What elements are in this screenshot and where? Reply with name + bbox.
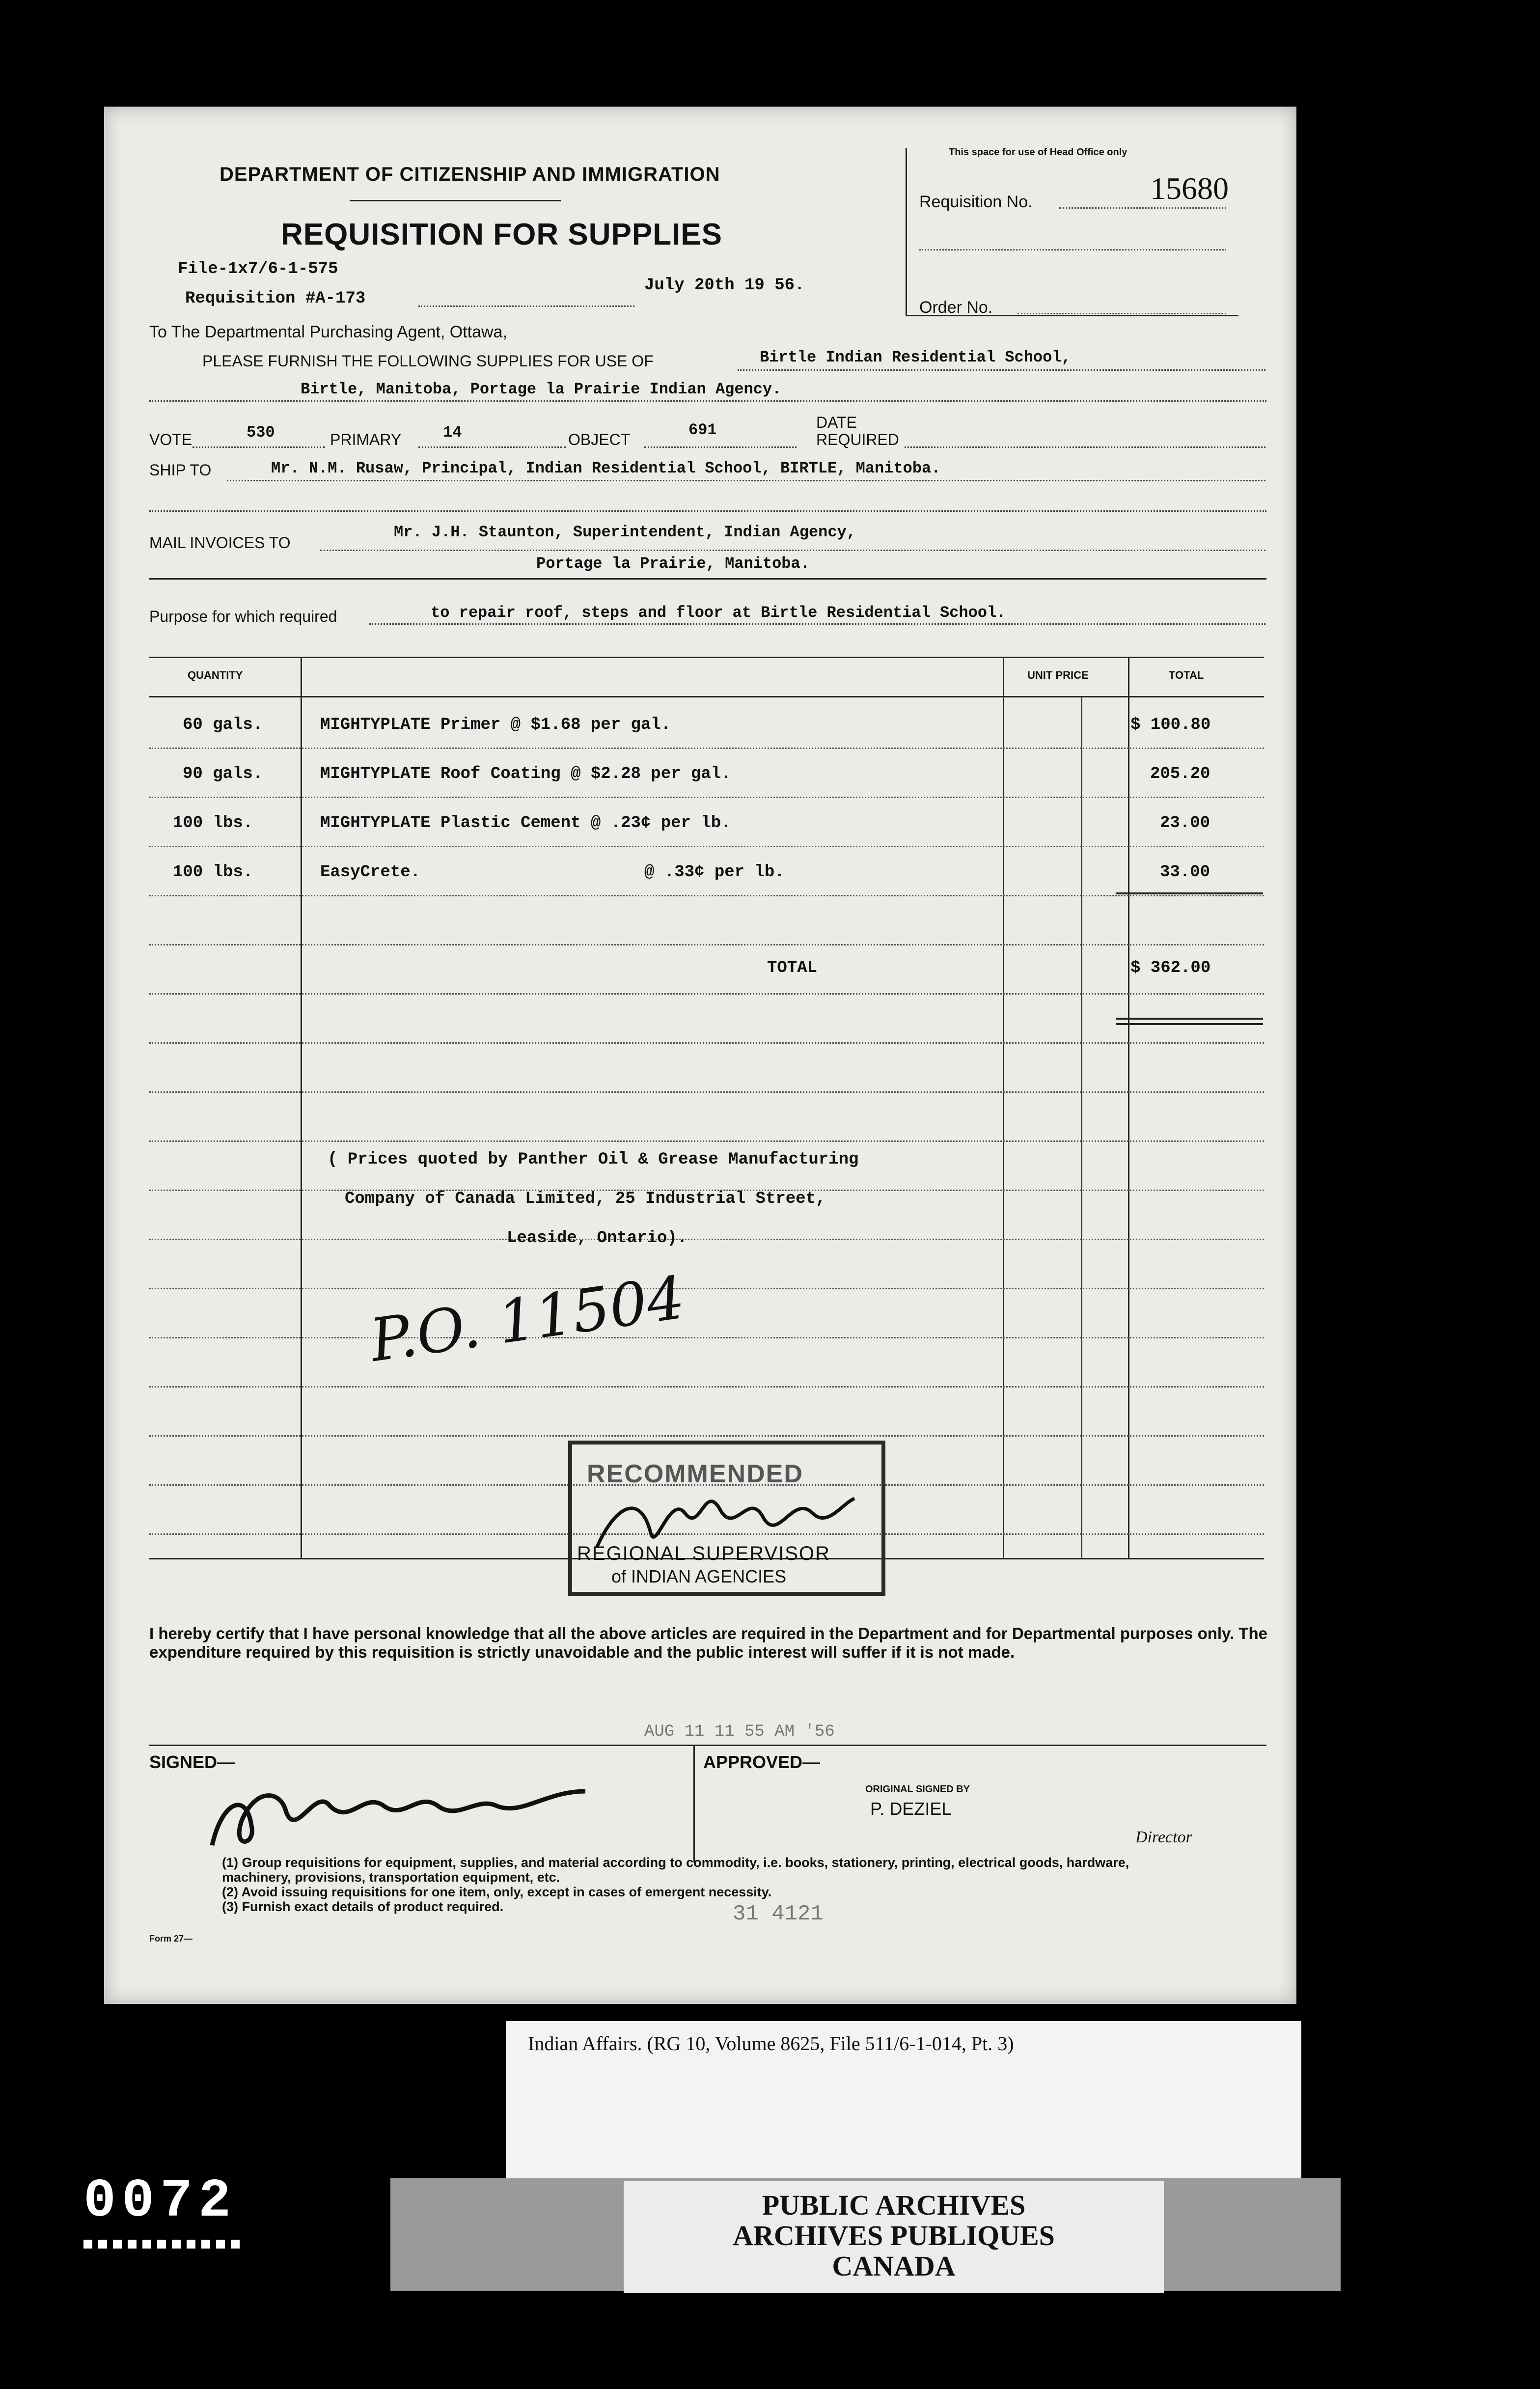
unit-price-divider [1081, 696, 1082, 1558]
footnote-1: (1) Group requisitions for equipment, supplies, and material according to commodity, i.e. books, stationery, printing, electrical goods, hardware, machinery, provisions, transportation equipment, etc. [222, 1855, 1129, 1885]
vote-label: VOTE [149, 431, 192, 448]
stamp-regional-supervisor: REGIONAL SUPERVISOR [577, 1543, 830, 1564]
total-header: TOTAL [1169, 669, 1204, 681]
stamp-signature-scribble [587, 1474, 862, 1562]
quantity-column-rule [301, 657, 302, 1558]
mail-invoices-label: MAIL INVOICES TO [149, 534, 291, 552]
row2-quantity: 90 gals. [183, 765, 263, 783]
row1-quantity: 60 gals. [183, 716, 263, 734]
stamp-indian-agencies: of INDIAN AGENCIES [611, 1566, 787, 1586]
staunton-signature [202, 1772, 605, 1855]
requisition-no-label: Requisition No. [919, 193, 1033, 211]
order-no-label: Order No. [919, 298, 993, 317]
handwritten-po-number: P.O. 11504 [366, 1263, 689, 1376]
archive-reference-text: Indian Affairs. (RG 10, Volume 8625, File 511/6-1-014, Pt. 3) [528, 2032, 1014, 2055]
row3-quantity: 100 lbs. [173, 814, 253, 833]
price-note-line1: ( Prices quoted by Panther Oil & Grease Manufacturing [328, 1150, 859, 1169]
recommended-stamp [568, 1441, 885, 1596]
row3-total: 23.00 [1160, 814, 1210, 833]
approved-label: APPROVED— [703, 1752, 821, 1772]
object-line [644, 446, 797, 448]
table-rowline [149, 1337, 1264, 1338]
mail-invoices-line2: Portage la Prairie, Manitoba. [536, 555, 810, 573]
signature-top-rule [149, 1745, 1266, 1746]
form-number: Form 27— [149, 1934, 193, 1944]
requisition-reference: Requisition #A-173 [185, 289, 366, 308]
department-heading: DEPARTMENT OF CITIZENSHIP AND IMMIGRATION [220, 164, 720, 185]
original-signed-by: ORIGINAL SIGNED BY [865, 1784, 970, 1795]
table-rowline [149, 1091, 1264, 1093]
mail-invoices-line1: Mr. J.H. Staunton, Superintendent, Indian Agency, [394, 523, 856, 541]
row4-total: 33.00 [1160, 863, 1210, 882]
for-use-of-line2: Birtle, Manitoba, Portage la Prairie Indian Agency. [301, 380, 782, 398]
order-no-line [1018, 313, 1226, 314]
purpose-label: Purpose for which required [149, 608, 337, 625]
table-rowline [149, 944, 1264, 945]
for-use-line1 [738, 369, 1265, 371]
row4-quantity: 100 lbs. [173, 863, 253, 882]
requisition-number: 15680 [1150, 171, 1229, 206]
footnote-3: (3) Furnish exact details of product required. [222, 1899, 504, 1914]
file-reference: File-1x7/6-1-575 [178, 260, 338, 278]
vote-value: 530 [247, 423, 275, 442]
total-double-rule-1 [1116, 1018, 1263, 1020]
form-title: REQUISITION FOR SUPPLIES [281, 218, 722, 251]
row2-description: MIGHTYPLATE Roof Coating @ $2.28 per gal. [320, 765, 731, 783]
subtotal-rule [1116, 892, 1263, 894]
faint-stamp-number: 31 4121 [733, 1902, 824, 1926]
ship-to-line2 [149, 510, 1266, 512]
required-line [905, 446, 1265, 448]
requisition-form [104, 107, 1296, 2004]
requisition-no-line [1059, 207, 1226, 209]
total-column-rule [1128, 657, 1129, 1558]
table-top-rule [149, 657, 1264, 658]
unit-price-header: UNIT PRICE [1027, 669, 1089, 681]
table-rowline [149, 1288, 1264, 1289]
total-double-rule-2 [1116, 1023, 1263, 1025]
received-date-stamp: AUG 11 11 55 AM '56 [644, 1722, 835, 1741]
primary-line [418, 446, 566, 448]
furnish-label: PLEASE FURNISH THE FOLLOWING SUPPLIES FOR USE OF [202, 352, 654, 370]
vote-line [192, 446, 325, 448]
quantity-header: QUANTITY [188, 669, 243, 681]
table-rowline [149, 1239, 1264, 1240]
table-rowline [149, 993, 1264, 995]
row3-description: MIGHTYPLATE Plastic Cement @ .23¢ per lb. [320, 814, 731, 833]
director-title: Director [1135, 1828, 1192, 1846]
head-office-note: This space for use of Head Office only [949, 147, 1128, 158]
microfilm-ticks [83, 2240, 246, 2249]
price-note-line2: Company of Canada Limited, 25 Industrial Street, [345, 1190, 826, 1208]
row1-total: $ 100.80 [1130, 716, 1211, 734]
purpose-line [369, 623, 1265, 625]
mail-invoices-rule [149, 578, 1266, 580]
row2-total: 205.20 [1150, 765, 1210, 783]
archives-label [624, 2181, 1164, 2293]
table-rowline [149, 846, 1264, 847]
object-label: OBJECT [568, 431, 631, 448]
row1-description: MIGHTYPLATE Primer @ $1.68 per gal. [320, 716, 671, 734]
table-rowline [149, 1386, 1264, 1388]
primary-label: PRIMARY [330, 431, 402, 448]
addressee: To The Departmental Purchasing Agent, Ottawa, [149, 323, 507, 341]
stamp-recommended-text: RECOMMENDED [587, 1460, 803, 1488]
certification-text: I hereby certify that I have personal knowledge that all the above articles are required in the Department and for Departmental purposes only. The expenditure required by this requisition is strictly unavoidable and the public interest will suffer if it is not made. [149, 1624, 1267, 1661]
approver-name: P. DEZIEL [870, 1799, 952, 1819]
required-label: REQUIRED [816, 431, 899, 448]
row4-description-price: @ .33¢ per lb. [644, 863, 785, 882]
total-label: TOTAL [767, 959, 818, 977]
object-value: 691 [688, 421, 717, 439]
archives-line2: ARCHIVES PUBLIQUES [733, 2220, 1055, 2251]
signed-label: SIGNED— [149, 1752, 235, 1772]
requisition-line [418, 306, 634, 307]
purpose-value: to repair roof, steps and floor at Birtle Residential School. [431, 604, 1006, 622]
grand-total: $ 362.00 [1130, 959, 1211, 977]
head-office-line [919, 249, 1226, 250]
for-use-of-line1: Birtle Indian Residential School, [760, 348, 1071, 366]
for-use-line2 [149, 400, 1266, 402]
table-rowline [149, 895, 1264, 896]
ship-to-label: SHIP TO [149, 461, 212, 479]
unit-price-column-rule [1003, 657, 1004, 1558]
signature-divider [693, 1745, 695, 1862]
price-note-line3: Leaside, Ontario). [507, 1229, 688, 1248]
primary-value: 14 [443, 423, 462, 442]
ship-to-line [227, 480, 1265, 481]
table-rowline [149, 1435, 1264, 1437]
mail-invoices-line [320, 550, 1265, 551]
table-rowline [149, 1042, 1264, 1044]
footnote-2: (2) Avoid issuing requisitions for one item, only, except in cases of emergent necessity. [222, 1885, 772, 1899]
table-header-rule [149, 696, 1264, 697]
archives-line1: PUBLIC ARCHIVES [762, 2189, 1026, 2221]
requisition-date: July 20th 19 56. [644, 276, 805, 295]
date-label: DATE [816, 414, 857, 431]
footnotes [222, 1855, 1155, 1914]
table-rowline [149, 748, 1264, 749]
heading-rule [350, 200, 561, 201]
row4-description: EasyCrete. [320, 863, 421, 882]
ship-to-value: Mr. N.M. Rusaw, Principal, Indian Residential School, BIRTLE, Manitoba. [271, 459, 941, 477]
table-rowline [149, 1140, 1264, 1142]
microfilm-frame-number: 0072 [83, 2171, 237, 2232]
archives-line3: CANADA [832, 2250, 956, 2282]
table-rowline [149, 797, 1264, 798]
